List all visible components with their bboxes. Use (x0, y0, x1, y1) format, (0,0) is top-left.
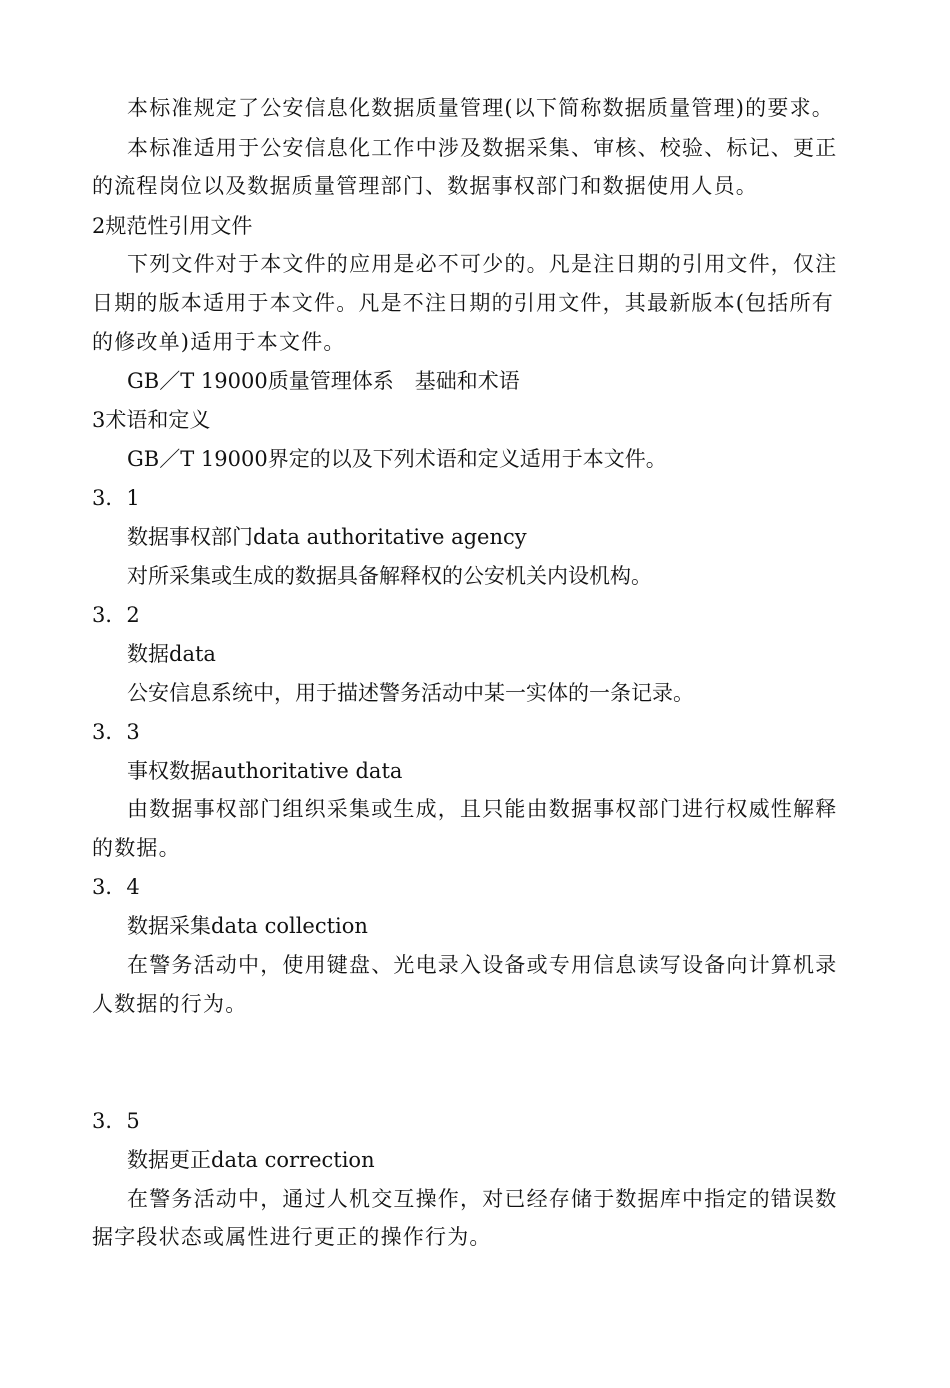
term-3-3-title: 事权数据authoritative data (127, 759, 403, 783)
scope-paragraph-1: 本标准规定了公安信息化数据质量管理(以下简称数据质量管理)的要求。 (127, 96, 834, 120)
section-2-paragraph-line-3: 的修改单)适用于本文件。 (92, 330, 346, 354)
term-3-4-number: 3．4 (92, 875, 140, 899)
section-3-intro: GB／T 19000界定的以及下列术语和定义适用于本文件。 (127, 447, 667, 471)
term-3-1-definition: 对所采集或生成的数据具备解释权的公安机关内设机构。 (127, 564, 652, 588)
term-3-5-definition-line-1: 在警务活动中，通过人机交互操作，对已经存储于数据库中指定的错误数 (127, 1187, 838, 1211)
term-3-5-definition-line-2: 据字段状态或属性进行更正的操作行为。 (92, 1225, 492, 1249)
section-2-paragraph-line-2: 日期的版本适用于本文件。凡是不注日期的引用文件，其最新版本(包括所有 (92, 291, 834, 315)
scope-paragraph-2-line-2: 的流程岗位以及数据质量管理部门、数据事权部门和数据使用人员。 (92, 174, 758, 198)
term-3-5-number: 3．5 (92, 1109, 140, 1133)
section-3-heading: 3术语和定义 (92, 408, 211, 432)
section-2-heading: 2规范性引用文件 (92, 214, 253, 238)
term-3-1-title: 数据事权部门data authoritative agency (127, 525, 527, 549)
term-3-2-title: 数据data (127, 642, 216, 666)
term-3-3-definition-line-2: 的数据。 (92, 836, 181, 860)
normative-reference: GB／T 19000质量管理体系 基础和术语 (127, 369, 520, 393)
term-3-4-title: 数据采集data collection (127, 914, 368, 938)
term-3-2-definition: 公安信息系统中，用于描述警务活动中某一实体的一条记录。 (127, 681, 694, 705)
term-3-4-definition-line-1: 在警务活动中，使用键盘、光电录入设备或专用信息读写设备向计算机录 (127, 953, 838, 977)
term-3-5-title: 数据更正data correction (127, 1148, 375, 1172)
term-3-4-definition-line-2: 人数据的行为。 (92, 992, 248, 1016)
scope-paragraph-2-line-1: 本标准适用于公安信息化工作中涉及数据采集、审核、校验、标记、更正 (127, 136, 838, 160)
term-3-1-number: 3．1 (92, 486, 140, 510)
term-3-2-number: 3．2 (92, 603, 140, 627)
term-3-3-number: 3．3 (92, 720, 140, 744)
term-3-3-definition-line-1: 由数据事权部门组织采集或生成，且只能由数据事权部门进行权威性解释 (127, 797, 838, 821)
section-2-paragraph-line-1: 下列文件对于本文件的应用是必不可少的。凡是注日期的引用文件，仅注 (127, 252, 838, 276)
